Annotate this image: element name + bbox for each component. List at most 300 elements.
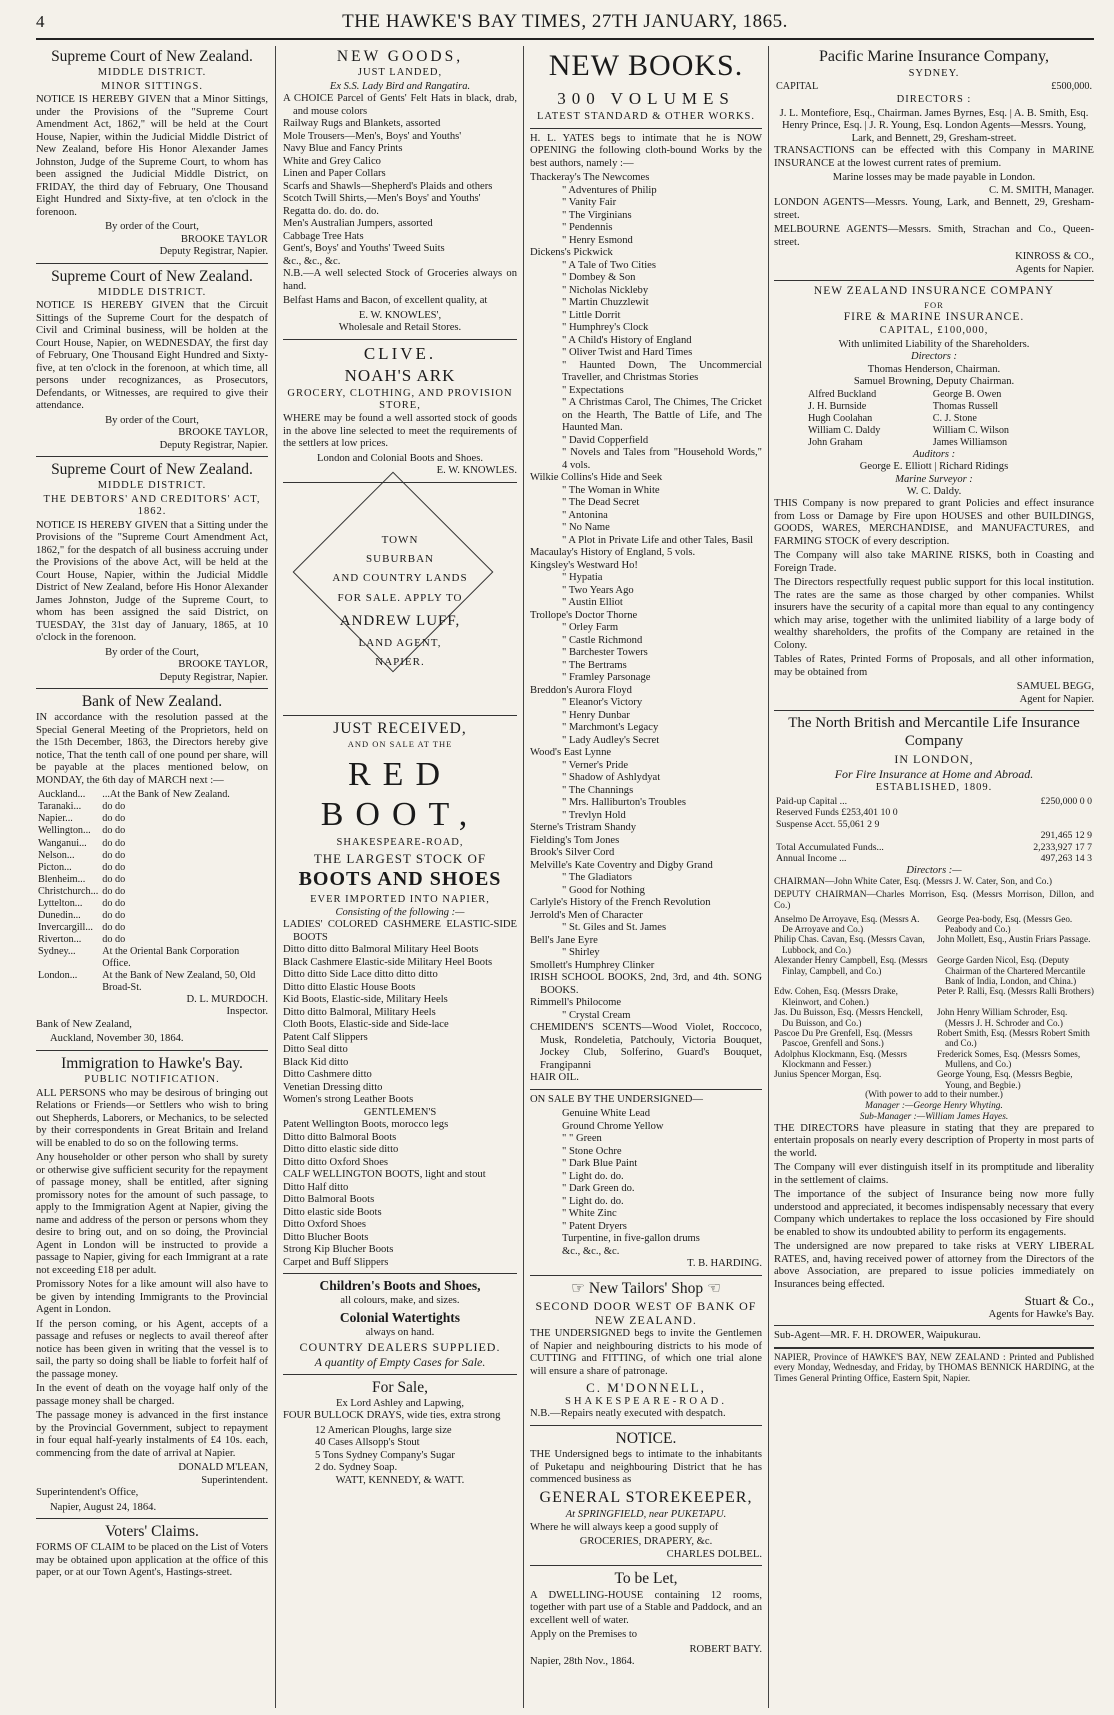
book-item: Melville's Kate Coventry and Digby Grand	[530, 859, 713, 871]
bank-place: Taranaki...	[38, 801, 82, 813]
ad-sub-agent: Sub-Agent—MR. F. H. DROWER, Waipukurau.	[774, 1330, 981, 1342]
financial-label: Total Accumulated Funds...	[776, 841, 884, 853]
boot-item: Ditto Balmoral Boots	[283, 1194, 375, 1206]
ad-signer: CHARLES DOLBEL.	[666, 1548, 762, 1560]
goods-item: Gent's, Boys' and Youths' Tweed Suits	[283, 243, 445, 255]
ad-body: IN accordance with the resolution passed at the Special General Meeting of the Proprietors, held on the 15th December, 1863, the Directors hereby give notice, That the tenth call of one pound per share, will be payable at the places mentioned below, on MONDAY, the 6th day of MARCH next :—	[36, 712, 268, 786]
financial-value	[987, 807, 1094, 819]
boot-item: Black Kid ditto	[283, 1056, 349, 1068]
book-item: HAIR OIL.	[530, 1072, 579, 1084]
for-sale-item: 2 do. Sydney Soap.	[315, 1462, 398, 1474]
ad-signer: D. L. MURDOCH.	[186, 993, 268, 1005]
pointing-hand-icon: ☜	[703, 1279, 721, 1297]
ad-body	[36, 1088, 268, 1461]
ad-subheading: With unlimited Liability of the Shareholders.	[838, 338, 1030, 350]
ad-subheading: Marine Surveyor :	[895, 473, 973, 485]
ad-heading: CLIVE.	[363, 343, 437, 363]
bank-place: London...	[38, 969, 78, 981]
ad-heading: Immigration to Hawke's Bay.	[61, 1054, 243, 1072]
director-entry: Alexander Henry Campbell, Esq. (Messrs Finlay, Campbell, and Co.)	[774, 955, 928, 976]
ad-subheading: ESTABLISHED, 1809.	[875, 782, 993, 794]
director-entry: Edw. Cohen, Esq. (Messrs Drake, Kleinwort, and Cohen.)	[774, 986, 898, 1007]
bank-place-row	[36, 970, 268, 994]
book-item: " No Name	[562, 522, 610, 534]
ad-note: London and Colonial Boots and Shoes.	[317, 452, 483, 464]
paint-item: " Patent Dryers	[562, 1220, 627, 1232]
capital-row	[774, 81, 1094, 93]
bank-place-row	[36, 946, 268, 970]
bank-place: Christchurch...	[38, 885, 99, 897]
supreme-court-circuit-sittings-ad	[36, 268, 268, 453]
divider	[530, 1275, 762, 1276]
paint-item: Genuine White Lead	[562, 1108, 651, 1120]
ad-subheading: THE DEBTORS' AND CREDITORS' ACT, 1862.	[43, 493, 261, 518]
book-item: Bell's Jane Eyre	[530, 934, 598, 946]
ad-paragraph: The passage money is advanced in the first instance by the Provincial Government, subject to repayment in four equal half-yearly instalments of £4 10s. each, commencing from the date of arrival at Napier.	[36, 1410, 268, 1459]
ad-heading: NEW BOOKS.	[548, 49, 744, 82]
ad-body: THE UNDERSIGNED begs to invite the Gentlemen of Napier and neighbouring districts to his mode of CUTTING and FITTING, of which one trial alone will ensure a share of patronage.	[530, 1328, 762, 1377]
for-sale-item: 40 Cases Allsopp's Stout	[315, 1437, 420, 1449]
financial-value	[987, 819, 1094, 831]
bank-place: Auckland...	[38, 789, 86, 801]
paint-item: " Light do. do.	[562, 1195, 624, 1207]
ad-paragraph: ALL PERSONS who may be desirous of bringing out Relations or Friends—or Settlers who wish to bring out Shepherds, Laborers, or Mechanics, to be selected by their correspondents in Great Britain and Ireland will be enabled to do so on the following terms.	[36, 1087, 268, 1149]
boot-item: Black Cashmere Elastic-side Military Heel Boots	[283, 956, 493, 968]
boot-item: Ditto Half ditto	[283, 1181, 349, 1193]
ad-subheading: CAPITAL, £100,000,	[879, 325, 989, 337]
director-entry: Jas. Du Buisson, Esq. (Messrs Henckell, Du Buisson, and Co.)	[774, 1007, 923, 1028]
supreme-court-debtors-ad	[36, 461, 268, 684]
boot-item: Patent Calf Slippers	[283, 1031, 368, 1043]
book-item: Rimmell's Philocome	[530, 997, 622, 1009]
bank-place-row	[36, 910, 268, 922]
ad-signer-title: Deputy Registrar, Napier.	[159, 671, 268, 683]
paint-item: " Dark Green do.	[562, 1183, 635, 1195]
bank-place: Blenheim...	[38, 873, 86, 885]
book-item: CHEMIDEN'S SCENTS—Wood Violet, Roccoco, Musk, Rondeletia, Patchouly, Victoria Bouquet, Jockey Club, Solferino, Guard's Bouquet, Frangipanni	[530, 1022, 762, 1071]
book-item: " Adventures of Philip	[562, 184, 657, 196]
ad-paragraph: The Company will also take MARINE RISKS, both in Coasting and Foreign Trade.	[774, 550, 1094, 574]
north-british-insurance-ad	[774, 715, 1094, 1342]
column-2	[283, 46, 517, 1711]
pacific-marine-insurance-ad	[774, 48, 1094, 276]
ad-subheading: For Fire Insurance at Home and Abroad.	[834, 766, 1034, 781]
book-item: " Eleanor's Victory	[562, 697, 643, 709]
book-item: " Trevlyn Hold	[562, 809, 626, 821]
ad-trade: GENERAL STOREKEEPER,	[539, 1488, 753, 1506]
ad-signer: DONALD M'LEAN,	[178, 1462, 268, 1474]
ad-body: H. L. YATES begs to intimate that he is NOW OPENING the following cloth-bound Works by the best authors, namely :—	[530, 132, 762, 169]
ad-subheading: SYDNEY.	[908, 67, 960, 79]
director-name: Alfred Buckland	[808, 388, 877, 400]
bank-place-office: ...At the Bank of New Zealand.	[102, 789, 230, 801]
immigration-ad	[36, 1055, 268, 1514]
ad-heading: Supreme Court of New Zealand.	[51, 461, 253, 479]
ad-office: Superintendent's Office,	[36, 1487, 139, 1499]
capital-label: CAPITAL	[776, 81, 819, 93]
book-item: " A Tale of Two Cities	[562, 259, 656, 271]
boot-item: Ditto ditto Balmoral Boots	[283, 1131, 397, 1143]
ad-heading: For Sale,	[372, 1378, 428, 1396]
book-list	[530, 172, 762, 1085]
director-name: John Graham	[808, 436, 863, 448]
goods-item: Railway Rugs and Blankets, assorted	[283, 118, 441, 130]
bank-place-row	[36, 838, 268, 850]
bank-place-row	[36, 825, 268, 837]
ad-line: LAND AGENT,	[358, 637, 442, 650]
ad-heading: NEW GOODS,	[336, 48, 464, 65]
ad-heading: Children's Boots and Shoes,	[319, 1278, 481, 1294]
book-item: " St. Giles and St. James	[562, 922, 667, 934]
ad-paragraph: The undersigned are now prepared to take risks at VERY LIBERAL RATES, and, having received power of attorney from the Directors of the above Association, are prepared to issue policies immediately on Insurances being effected.	[774, 1241, 1094, 1290]
boot-item: CALF WELLINGTON BOOTS, light and stout	[283, 1169, 486, 1181]
ad-signer: WATT, KENNEDY, & WATT.	[335, 1474, 465, 1486]
bank-place-office: do do	[102, 849, 126, 861]
divider	[36, 1050, 268, 1051]
book-item: " Austin Elliot	[562, 597, 623, 609]
ad-subheading: AND ON SALE AT THE	[347, 739, 453, 750]
book-item: Jerrold's Men of Character	[530, 909, 643, 921]
book-item: " Novels and Tales from "Household Words," 4 vols.	[562, 447, 762, 471]
ad-subheading: MIDDLE DISTRICT.	[97, 480, 207, 492]
paint-item: " Dark Blue Paint	[562, 1158, 638, 1170]
store-name: RED BOOT,	[320, 756, 480, 834]
ad-signer-title: Deputy Registrar, Napier.	[159, 439, 268, 451]
divider	[530, 1089, 762, 1090]
ad-signer-title: Superintendent.	[201, 1474, 268, 1486]
boot-item: Patent Wellington Boots, morocco legs	[283, 1119, 449, 1131]
book-item: " Good for Nothing	[562, 884, 645, 896]
bank-place: Lyttelton...	[38, 897, 83, 909]
boot-item: Carpet and Buff Slippers	[283, 1256, 389, 1268]
bank-place-row	[36, 874, 268, 886]
ad-heading: The North British and Mercantile Life Insurance Company	[788, 715, 1080, 750]
ad-subheading: GENTLEMEN'S	[363, 1106, 437, 1118]
book-item: " Verner's Pride	[562, 759, 629, 771]
ad-body	[774, 1123, 1094, 1292]
ad-subheading: Directors :	[911, 351, 957, 363]
book-item: " The Virginians	[562, 209, 632, 221]
ad-paragraph: Promissory Notes for a like amount will also have to be given by intending Immigrants to the Provincial Agent in London.	[36, 1279, 268, 1316]
book-item: " Mrs. Halliburton's Troubles	[562, 797, 686, 809]
ad-signer-title: Deputy Registrar, Napier.	[159, 246, 268, 258]
financials-table	[774, 796, 1094, 865]
ad-signer: C. M'DONNELL,	[586, 1380, 706, 1396]
director-name: Thomas Russell	[932, 400, 999, 412]
financial-label: Suspense Acct. 55,061 2 9	[776, 818, 880, 830]
book-item: " Haunted Down, The Uncommercial Traveller, and Christmas Stories	[562, 359, 762, 384]
book-item: " Martin Chuzzlewit	[562, 297, 649, 309]
ad-order: By order of the Court,	[105, 646, 199, 658]
director-entry: John Mollett, Esq., Austin Friars Passage.	[937, 934, 1091, 945]
ad-paragraph: Tables of Rates, Printed Forms of Proposals, and all other information, may be obtained from	[774, 654, 1094, 678]
for-sale-item: 12 American Ploughs, large size	[315, 1424, 452, 1436]
ad-line: FOR SALE. APPLY TO	[337, 591, 463, 604]
noahs-ark-ad	[283, 344, 517, 478]
book-item: " A Christmas Carol, The Chimes, The Cricket on the Hearth, The Battle of Life, and The Haunted Man.	[562, 397, 762, 434]
goods-item: White and Grey Calico	[283, 155, 381, 167]
director-name: William C. Daldy	[808, 424, 881, 436]
chairman: Thomas Henderson, Chairman.	[867, 363, 1001, 375]
financial-value: £250,000 0 0	[1040, 795, 1092, 807]
book-item: Thackeray's The Newcomes	[530, 172, 650, 184]
director-name: George B. Owen	[932, 388, 1002, 400]
ad-subheading: A quantity of Empty Cases for Sale.	[314, 1355, 486, 1370]
bank-place-row	[36, 898, 268, 910]
paint-sale-ad	[530, 1094, 762, 1271]
divider	[530, 1425, 762, 1426]
director-name: William C. Wilson	[932, 424, 1010, 436]
book-item: " Hypatia	[562, 572, 603, 584]
director-name: C. J. Stone	[932, 412, 977, 424]
ad-heading: Supreme Court of New Zealand.	[51, 48, 253, 65]
ad-body: Apply on the Premises to	[530, 1629, 638, 1641]
ad-heading: NEW ZEALAND INSURANCE COMPANY	[813, 285, 1055, 298]
ad-order: By order of the Court,	[105, 221, 199, 233]
paint-list	[530, 1108, 762, 1258]
book-item: " The Gladiators	[562, 872, 633, 884]
ad-goods: GROCERIES, DRAPERY, &c.	[579, 1536, 713, 1548]
divider	[283, 339, 517, 340]
book-item: IRISH SCHOOL BOOKS, 2nd, 3rd, and 4th. SONG BOOKS.	[530, 972, 762, 996]
bank-place-row	[36, 922, 268, 934]
ad-subheading: IN LONDON,	[894, 751, 974, 766]
ad-heading: Supreme Court of New Zealand.	[51, 267, 253, 285]
boot-item: Strong Kip Blucher Boots	[283, 1244, 394, 1256]
newspaper-title: THE HAWKE'S BAY TIMES, 27TH JANUARY, 1865.	[342, 11, 788, 32]
tailors-shop-ad	[530, 1280, 762, 1421]
book-item: " The Dead Secret	[562, 497, 640, 509]
goods-list	[283, 93, 517, 268]
ad-subheading: Directors :—	[906, 864, 962, 876]
bank-place-row	[36, 934, 268, 946]
goods-item: Men's Australian Jumpers, assorted	[283, 218, 433, 230]
boot-item: Ditto ditto Elastic House Boots	[283, 981, 416, 993]
ad-subheading: FIRE & MARINE INSURANCE.	[843, 310, 1025, 323]
column-rule	[523, 46, 524, 1708]
divider	[774, 710, 1094, 711]
ad-paragraph: The Directors respectfully request public support for this local institution. The rates are the same as those charged by other companies. Whilst insurers have the security of a capital more than equal to any contingency which may arise, together with the unlimited liability of a large body of wealthy shareholders, the profits of the Company are retained in the Colony.	[774, 577, 1094, 651]
book-item: Trollope's Doctor Thorne	[530, 609, 638, 621]
book-item: Wood's East Lynne	[530, 747, 612, 759]
divider	[283, 715, 517, 716]
surveyor: W. C. Daldy.	[906, 485, 962, 497]
ad-place: At SPRINGFIELD, near PUKETAPU.	[565, 1509, 727, 1521]
director-entry: John Henry William Schroder, Esq. (Messrs J. H. Schroder and Co.)	[937, 1007, 1068, 1028]
book-item: " Oliver Twist and Hard Times	[562, 347, 693, 359]
director-entry: Anselmo De Arroyave, Esq. (Messrs A. De Arroyave and Co.)	[774, 913, 920, 934]
ad-subheading: COUNTRY DEALERS SUPPLIED.	[299, 1340, 501, 1355]
boot-item: Ditto elastic side Boots	[283, 1206, 382, 1218]
director-entry: Junius Spencer Morgan, Esq.	[774, 1069, 882, 1080]
ad-subheading: always on hand.	[365, 1326, 435, 1338]
financial-row	[774, 807, 1094, 819]
ad-signer-title: Agents for Napier.	[1015, 263, 1094, 275]
bank-place-row	[36, 862, 268, 874]
ad-subheading: SECOND DOOR WEST OF BANK OF NEW ZEALAND.	[535, 1299, 757, 1328]
director-entry: Robert Smith, Esq. (Messrs Robert Smith and Co.)	[937, 1027, 1090, 1049]
ad-paragraph: Any householder or other person who shall by surety or otherwise give sufficient security for the repayment of passage money, shall be entitled, after signing promissory notes for the amount of such passage, to apply to the Immigration Agent at Napier, giving the name and address of the person or persons whom they desire to bring out, and on so doing, the Provincial Agent in London will be instructed to provide a passage to Napier, giving for each Immigrant at a rate not exceeding £18 per adult.	[36, 1152, 268, 1276]
deputy-chairman: Samuel Browning, Deputy Chairman.	[853, 376, 1015, 388]
ad-manager: C. M. SMITH, Manager.	[988, 184, 1094, 196]
ad-signer-title: Inspector.	[226, 1006, 268, 1018]
book-item: " The Channings	[562, 784, 634, 796]
boot-item: Ditto Cashmere ditto	[283, 1069, 372, 1081]
book-item: " Pendennis	[562, 222, 613, 234]
book-item: " Barchester Towers	[562, 647, 648, 659]
financial-row	[774, 853, 1094, 865]
capital-value: £500,000.	[1051, 81, 1092, 93]
director-name: Hugh Coolahan	[808, 412, 873, 424]
agent-name: ANDREW LUFF,	[339, 612, 461, 629]
pointing-hand-icon: ☞	[571, 1279, 589, 1297]
divider	[530, 1565, 762, 1566]
director-entry: Philip Chas. Cavan, Esq. (Messrs Cavan, Lubbock, and Co.)	[774, 934, 925, 955]
book-item: Macaulay's History of England, 5 vols.	[530, 547, 696, 559]
bank-place-office: do do	[102, 897, 126, 909]
ad-subheading: SHAKESPEARE-ROAD,	[336, 837, 464, 849]
ad-line: AND COUNTRY LANDS	[332, 572, 468, 585]
ladies-boots-list	[283, 919, 517, 1107]
director-row	[806, 437, 1062, 449]
ad-body: NOTICE IS HEREBY GIVEN that a Sitting under the Provisions of the "Supreme Court Amendment Act, 1862," for the despatch of all business accruing under the Provisions of the above Act, will be held at the Court House, Napier, within the Judicial Middle District of New Zealand, before His Honor Alexander James Johnston, Judge of the Supreme Court, to whom has been assigned the said District, on TUESDAY, the 31st day of January, 1865, at 10 o'clock in the forenoon.	[36, 519, 268, 644]
director-row	[806, 389, 1062, 401]
boot-item: Ditto ditto elastic side ditto	[283, 1144, 399, 1156]
book-item: " Shirley	[562, 947, 600, 959]
divider	[283, 1374, 517, 1375]
ad-heading-text: New Tailors' Shop	[588, 1279, 704, 1297]
divider	[36, 456, 268, 457]
nz-insurance-ad	[774, 285, 1094, 706]
paint-item: Turpentine, in five-gallon drums	[562, 1233, 700, 1245]
ad-subheading: EVER IMPORTED INTO NAPIER,	[310, 893, 490, 905]
auditors: George E. Elliott | Richard Ridings	[859, 461, 1009, 473]
financial-label	[774, 830, 987, 842]
paint-item: " White Zinc	[562, 1208, 617, 1220]
goods-item: Regatta do. do. do. do.	[283, 205, 379, 217]
ad-heading: To be Let,	[614, 1570, 678, 1588]
book-item: " Nicholas Nickleby	[562, 284, 649, 296]
ad-body: TRANSACTIONS can be effected with this Company in MARINE INSURANCE at the lowest current rates of premium.	[774, 145, 1094, 169]
bank-of-new-zealand-ad	[36, 693, 268, 1046]
ad-body: NOTICE IS HEREBY GIVEN that a Minor Sittings, under the Provisions of the "Supreme Court Amendment Act, 1862," will be held at the Court House, Napier, within the Judicial Middle District of New Zealand, before His Honor Alexander James Johnston, Judge of the Supreme Court, to whom has been assigned the Judicial Middle District, on FRIDAY, the third day of February, One Thousand Eight Hundred and Sixty-five, at ten o'clock in the forenoon.	[36, 94, 268, 218]
ad-line: SUBURBAN	[366, 553, 434, 566]
bank-place-office: do do	[102, 813, 126, 825]
paint-item: " Stone Ochre	[562, 1145, 622, 1157]
boot-item: Cloth Boots, Elastic-side and Side-lace	[283, 1019, 449, 1031]
book-item: Brook's Silver Cord	[530, 847, 615, 859]
book-item: Carlyle's History of the French Revolution	[530, 897, 711, 909]
book-item: Wilkie Collins's Hide and Seek	[530, 472, 663, 484]
boot-item: Ditto ditto Oxford Shoes	[283, 1156, 389, 1168]
boot-item: Kid Boots, Elastic-side, Military Heels	[283, 994, 448, 1006]
book-item: " Shadow of Ashlydyat	[562, 772, 661, 784]
page-number: 4	[36, 12, 45, 31]
bank-place: Sydney...	[38, 945, 76, 957]
book-item: " Vanity Fair	[562, 197, 617, 209]
ad-signer: Stuart & Co.,	[1024, 1293, 1094, 1309]
goods-item: Scotch Twill Shirts,—Men's Boys' and Youths'	[283, 193, 481, 205]
ad-note: Belfast Hams and Bacon, of excellent quality, at	[283, 295, 488, 307]
bank-place-row	[36, 850, 268, 862]
book-item: " Lady Audley's Secret	[562, 734, 660, 746]
boot-item: Ditto Blucher Boots	[283, 1231, 369, 1243]
bank-place-office: do do	[102, 933, 126, 945]
ad-subheading: GROCERY, CLOTHING, AND PROVISION STORE,	[287, 387, 513, 411]
ad-signer: T. B. HARDING.	[687, 1258, 762, 1270]
ad-heading	[530, 1280, 762, 1298]
bank-place-row	[36, 813, 268, 825]
boot-item: Ditto ditto Balmoral, Military Heels	[283, 1006, 436, 1018]
ad-note: Marine losses may be made payable in London.	[832, 172, 1036, 184]
book-item: " Framley Parsonage	[562, 672, 651, 684]
book-item: " Henry Dunbar	[562, 709, 630, 721]
bank-place: Invercargill...	[38, 921, 93, 933]
book-item: " Expectations	[562, 384, 624, 396]
ad-signer: BROOKE TAYLOR	[180, 233, 268, 245]
printers-imprint: NAPIER, Province of HAWKE'S BAY, NEW ZEALAND : Printed and Published every Monday, Wednesday, and Friday, by THOMAS BENNICK HARDING, at the Times General Printing Office, Eastern Spit, Napier.	[774, 1352, 1094, 1385]
book-item: " The Woman in White	[562, 484, 660, 496]
ad-body: THE Undersigned begs to intimate to the inhabitants of Puketapu and neighbouring District that he has commenced business as	[530, 1449, 762, 1486]
bank-place: Wanganui...	[38, 837, 87, 849]
book-item: " Crystal Cream	[562, 1009, 631, 1021]
ad-date: Napier, August 24, 1864.	[50, 1501, 157, 1513]
book-item: " Dombey & Son	[562, 272, 636, 284]
land-agent-text	[283, 531, 517, 673]
ad-subheading: MIDDLE DISTRICT.	[97, 286, 207, 298]
divider	[36, 263, 268, 264]
deputy-chairman: DEPUTY CHAIRMAN—Charles Morrison, Esq. (Messrs Morrison, Dillon, and Co.)	[774, 889, 1094, 911]
ad-subheading: Auditors :	[912, 448, 956, 460]
book-item: Fielding's Tom Jones	[530, 834, 620, 846]
bank-place-office: do do	[102, 909, 126, 921]
bank-place-office: do do	[102, 825, 126, 837]
book-item: " A Child's History of England	[562, 334, 692, 346]
bank-place-office: At the Oriental Bank Corporation Office.	[102, 945, 240, 969]
ad-subheading: LATEST STANDARD & OTHER WORKS.	[536, 111, 756, 123]
goods-item: &c., &c., &c.	[283, 255, 341, 267]
ad-sub-manager: Sub-Manager :—William James Hayes.	[859, 1111, 1009, 1122]
to-let-ad	[530, 1570, 762, 1668]
ad-body: FOUR BULLOCK DRAYS, wide ties, extra strong	[283, 1410, 501, 1422]
book-item: Dickens's Pickwick	[530, 247, 613, 259]
boot-item: Ditto ditto Side Lace ditto ditto ditto	[283, 969, 438, 981]
for-sale-drays-ad	[283, 1379, 517, 1488]
director-entry: Adolphus Klockmann, Esq. (Messrs Klockmann and Fesser.)	[774, 1048, 907, 1070]
book-item: " Little Dorrit	[562, 309, 621, 321]
director-name: J. H. Burnside	[808, 400, 867, 412]
ad-body: Where he will always keep a good supply of	[530, 1521, 719, 1533]
ad-subheading: MIDDLE DISTRICT.	[97, 67, 207, 79]
divider	[774, 280, 1094, 281]
column-rule	[275, 46, 276, 1708]
ad-heading: BOOTS AND SHOES	[298, 868, 502, 891]
book-item: " Henry Esmond	[562, 234, 633, 246]
new-goods-ad	[283, 48, 517, 335]
boot-item: Venetian Dressing ditto	[283, 1081, 383, 1093]
ad-signer-title: Wholesale and Retail Stores.	[338, 322, 462, 334]
bank-place-row	[36, 801, 268, 813]
supreme-court-minor-sittings-ad	[36, 48, 268, 259]
storekeeper-notice-ad	[530, 1430, 762, 1562]
bank-place-row	[36, 789, 268, 801]
red-boot-ad	[283, 720, 517, 1370]
ad-heading: Voters' Claims.	[105, 1523, 199, 1541]
bank-place-office: do do	[102, 885, 126, 897]
boot-item: LADIES' COLORED CASHMERE ELASTIC-SIDE BOOTS	[283, 919, 517, 943]
bank-place: Dunedin...	[38, 909, 81, 921]
column-3	[530, 46, 762, 1711]
